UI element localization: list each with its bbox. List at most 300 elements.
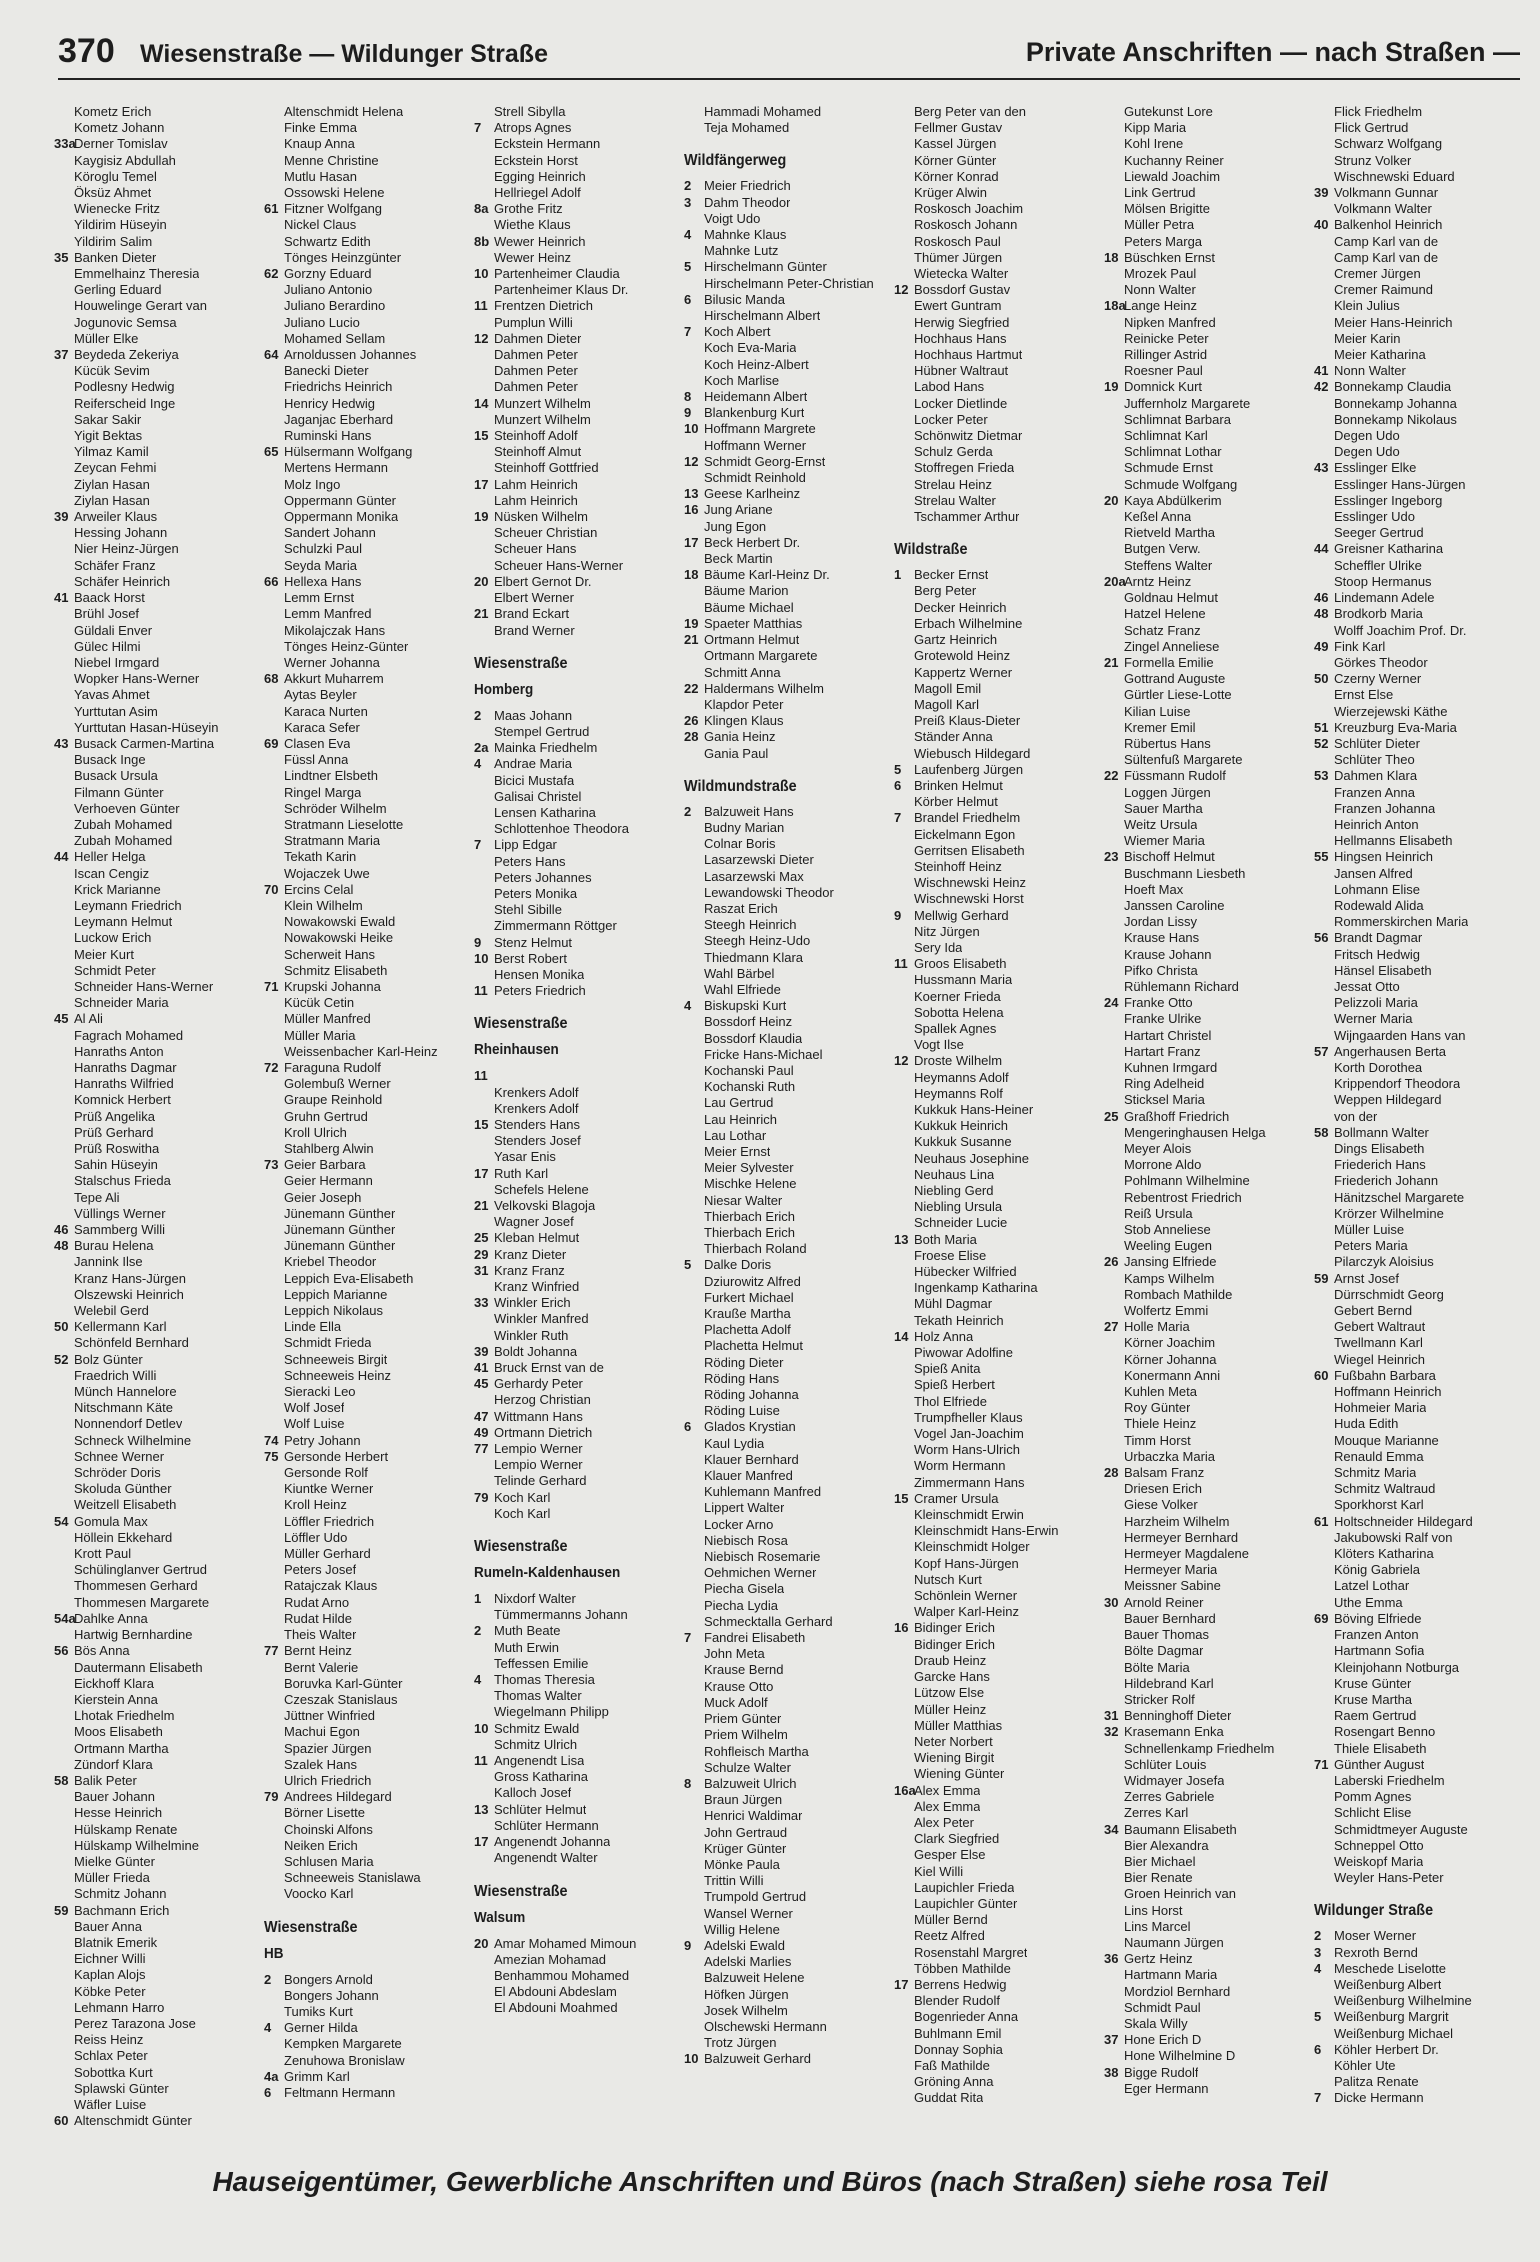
house-number: [264, 849, 284, 865]
resident-entry: [264, 185, 474, 201]
house-number: 6: [684, 1419, 692, 1435]
resident-name: Jogunovic Semsa: [74, 314, 177, 330]
resident-entry: [1104, 1773, 1314, 1789]
resident-entry: [54, 1919, 264, 1935]
house-number: [1314, 704, 1334, 720]
resident-entry: [264, 1173, 474, 1189]
house-number: [1104, 947, 1124, 963]
resident-entry: [1104, 914, 1314, 930]
resident-entry: [1104, 1854, 1314, 1870]
street-heading: Wiesenstraße: [264, 1918, 358, 1936]
directory-column: [894, 104, 1104, 2149]
house-number: [894, 1572, 914, 1588]
resident-entry: [54, 1125, 264, 1141]
resident-entry: [1314, 687, 1524, 703]
resident-entry: [264, 1109, 474, 1125]
resident-entry: [54, 558, 264, 574]
resident-name: Rosengart Benno: [1334, 1724, 1436, 1740]
resident-name: Lempio Werner: [494, 1441, 583, 1457]
resident-name: Janssen Caroline: [1124, 897, 1225, 913]
house-number: 19: [474, 509, 489, 525]
house-number: [1314, 1303, 1334, 1319]
house-number: 71: [264, 978, 279, 994]
resident-name: Zerres Karl: [1124, 1805, 1189, 1821]
house-number: [894, 1702, 914, 1718]
house-number: [684, 1095, 704, 1111]
resident-name: Magoll Emil: [914, 680, 982, 696]
resident-entry: [1104, 331, 1314, 347]
resident-entry: [1314, 331, 1524, 347]
house-number: [894, 412, 914, 428]
resident-entry: [894, 989, 1104, 1005]
resident-entry: [1314, 817, 1524, 833]
resident-name: Spallek Agnes: [914, 1020, 997, 1036]
resident-name: Thiele Heinz: [1124, 1416, 1197, 1432]
house-number: [1104, 671, 1124, 687]
house-number: 17: [474, 1834, 489, 1850]
house-number: [684, 1695, 704, 1711]
house-number: [1314, 1109, 1334, 1125]
resident-name: Akkurt Muharrem: [284, 671, 384, 687]
resident-name: Bäume Michael: [704, 599, 794, 615]
house-number: [1314, 1222, 1334, 1238]
resident-entry: [894, 444, 1104, 460]
resident-entry: [684, 1031, 894, 1047]
resident-name: Mikolajczak Hans: [284, 622, 386, 638]
street-heading: Wiesenstraße: [474, 654, 568, 672]
house-number: [1314, 1822, 1334, 1838]
resident-name: Vogel Jan-Joachim: [914, 1426, 1024, 1442]
resident-name: Werner Maria: [1334, 1011, 1413, 1027]
house-number: 5: [684, 259, 692, 275]
resident-entry: [54, 752, 264, 768]
resident-entry: [474, 1149, 684, 1165]
resident-entry: [264, 2085, 474, 2101]
resident-name: Schäfer Heinrich: [74, 573, 171, 589]
house-number: [1314, 1157, 1334, 1173]
resident-entry: [54, 428, 264, 444]
resident-name: Splawski Günter: [74, 2080, 169, 2096]
resident-name: Krörzer Wilhelmine: [1334, 1205, 1444, 1221]
resident-entry: [1104, 785, 1314, 801]
resident-name: Hanraths Dagmar: [74, 1059, 177, 1075]
resident-name: Tschammer Arthur: [914, 509, 1020, 525]
resident-entry: [474, 379, 684, 395]
house-number: 26: [684, 713, 699, 729]
resident-name: Sandert Johann: [284, 525, 376, 541]
resident-name: Nowakowski Heike: [284, 930, 394, 946]
house-number: [264, 1271, 284, 1287]
resident-entry: [684, 1419, 894, 1435]
house-number: [894, 477, 914, 493]
house-number: [264, 1400, 284, 1416]
resident-name: Gürtler Liese-Lotte: [1124, 687, 1232, 703]
resident-entry: [54, 1044, 264, 1060]
resident-name: Köhler Herbert Dr.: [1334, 2041, 1439, 2057]
house-number: [1314, 120, 1334, 136]
resident-entry: [894, 1912, 1104, 1928]
resident-entry: [1104, 234, 1314, 250]
house-number: [894, 1961, 914, 1977]
resident-entry: [54, 1287, 264, 1303]
house-number: [264, 2004, 284, 2020]
resident-name: Widmayer Josefa: [1124, 1772, 1225, 1788]
resident-name: Wiethe Klaus: [494, 217, 571, 233]
resident-name: Reinicke Peter: [1124, 330, 1209, 346]
resident-name: Heymanns Adolf: [914, 1069, 1009, 1085]
house-number: [264, 379, 284, 395]
resident-entry: [684, 1128, 894, 1144]
house-number: 7: [684, 1630, 692, 1646]
house-number: [1314, 1627, 1334, 1643]
resident-entry: [1314, 1303, 1524, 1319]
resident-name: Krüger Günter: [704, 1840, 787, 1856]
house-number: [54, 169, 74, 185]
resident-entry: [684, 1922, 894, 1938]
resident-name: Lins Horst: [1124, 1902, 1183, 1918]
resident-name: Grothe Fritz: [494, 201, 563, 217]
house-number: [1314, 801, 1334, 817]
resident-name: Petry Johann: [284, 1432, 361, 1448]
resident-name: Bernt Valerie: [284, 1659, 359, 1675]
house-number: [1104, 1352, 1124, 1368]
resident-entry: [264, 1660, 474, 1676]
resident-entry: [894, 250, 1104, 266]
resident-entry: [1314, 428, 1524, 444]
resident-name: Bölte Maria: [1124, 1659, 1190, 1675]
resident-name: Blatnik Emerik: [74, 1934, 158, 1950]
resident-name: Hingsen Heinrich: [1334, 849, 1433, 865]
resident-entry: [684, 243, 894, 259]
resident-name: Kranz Franz: [494, 1262, 565, 1278]
house-number: [264, 493, 284, 509]
resident-entry: [1104, 1206, 1314, 1222]
house-number: [1104, 234, 1124, 250]
resident-name: Krause Johann: [1124, 946, 1212, 962]
resident-name: Sammberg Willi: [74, 1222, 166, 1238]
house-number: [1104, 963, 1124, 979]
resident-name: Sticksel Maria: [1124, 1092, 1205, 1108]
resident-name: Angenendt Walter: [494, 1850, 598, 1866]
resident-name: Droste Wilhelm: [914, 1053, 1003, 1069]
house-number: [1104, 1919, 1124, 1935]
house-number: [1314, 1805, 1334, 1821]
resident-entry: [264, 1870, 474, 1886]
house-number: 16: [894, 1620, 909, 1636]
resident-entry: [684, 746, 894, 762]
resident-entry: [54, 801, 264, 817]
resident-entry: [264, 623, 474, 639]
resident-entry: [54, 687, 264, 703]
resident-name: Klein Wilhelm: [284, 897, 363, 913]
resident-entry: [894, 875, 1104, 891]
house-number: [1104, 1125, 1124, 1141]
resident-name: Lins Marcel: [1124, 1918, 1191, 1934]
house-number: [684, 519, 704, 535]
resident-name: Pifko Christa: [1124, 962, 1198, 978]
resident-entry: [894, 1183, 1104, 1199]
resident-name: Graupe Reinhold: [284, 1092, 383, 1108]
house-number: [1104, 914, 1124, 930]
resident-name: Mühl Dagmar: [914, 1296, 993, 1312]
house-number: [264, 1076, 284, 1092]
resident-name: Kuchanny Reiner: [1124, 152, 1224, 168]
resident-entry: [1104, 1724, 1314, 1740]
house-number: [1314, 509, 1334, 525]
resident-name: Peters Josef: [284, 1562, 357, 1578]
resident-entry: [894, 1945, 1104, 1961]
resident-name: Welebil Gerd: [74, 1303, 149, 1319]
house-number: 29: [474, 1246, 489, 1262]
directory-column: [474, 104, 684, 2149]
resident-entry: [1314, 1433, 1524, 1449]
resident-name: Spieß Herbert: [914, 1377, 995, 1393]
resident-name: Wiening Birgit: [914, 1750, 995, 1766]
resident-entry: [474, 250, 684, 266]
resident-entry: [474, 740, 684, 756]
house-number: [894, 1167, 914, 1183]
resident-name: Schnee Werner: [74, 1448, 165, 1464]
resident-name: Pomm Agnes: [1334, 1789, 1412, 1805]
house-number: [1314, 623, 1334, 639]
resident-name: Peters Monika: [494, 885, 578, 901]
resident-entry: [894, 843, 1104, 859]
resident-name: Nitz Jürgen: [914, 923, 980, 939]
resident-entry: [684, 1695, 894, 1711]
resident-entry: [894, 1653, 1104, 1669]
resident-entry: [54, 866, 264, 882]
house-number: [684, 1176, 704, 1192]
house-number: [894, 347, 914, 363]
resident-name: Peters Johannes: [494, 869, 592, 885]
house-number: [684, 885, 704, 901]
resident-entry: [1104, 2065, 1314, 2081]
resident-name: Mielke Günter: [74, 1853, 155, 1869]
resident-name: Dahmen Dieter: [494, 330, 582, 346]
house-number: 56: [54, 1643, 69, 1659]
resident-entry: [264, 1643, 474, 1659]
house-number: 16: [684, 502, 699, 518]
resident-entry: [474, 1409, 684, 1425]
resident-entry: [1314, 704, 1524, 720]
resident-entry: [1104, 1643, 1314, 1659]
resident-entry: [474, 363, 684, 379]
resident-name: Hussmann Maria: [914, 972, 1013, 988]
house-number: [1314, 104, 1334, 120]
resident-entry: [1314, 833, 1524, 849]
resident-entry: [54, 1497, 264, 1513]
house-number: [474, 412, 494, 428]
resident-name: Franzen Anna: [1334, 784, 1415, 800]
resident-entry: [54, 1773, 264, 1789]
house-number: [684, 211, 704, 227]
house-number: 2: [684, 803, 692, 819]
resident-name: Steinhoff Almut: [494, 444, 582, 460]
resident-name: Ulrich Friedrich: [284, 1772, 372, 1788]
resident-entry: [684, 1014, 894, 1030]
resident-name: Heymanns Rolf: [914, 1085, 1003, 1101]
resident-name: Dahmen Klara: [1334, 768, 1418, 784]
resident-entry: [1104, 639, 1314, 655]
house-number: [54, 720, 74, 736]
resident-name: Sporkhorst Karl: [1334, 1497, 1424, 1513]
resident-entry: [894, 1556, 1104, 1572]
resident-entry: [474, 1490, 684, 1506]
house-number: [54, 493, 74, 509]
house-number: [54, 1757, 74, 1773]
resident-name: Röding Johanna: [704, 1387, 799, 1403]
house-number: [1104, 1578, 1124, 1594]
house-number: [264, 1465, 284, 1481]
house-number: [894, 1134, 914, 1150]
resident-name: Höllein Ekkehard: [74, 1529, 173, 1545]
house-number: 79: [474, 1489, 489, 1505]
resident-name: Nonnendorf Detlev: [74, 1416, 183, 1432]
resident-entry: [1104, 428, 1314, 444]
resident-name: Weißenburg Margrit: [1334, 2009, 1449, 2025]
house-number: [54, 282, 74, 298]
resident-entry: [54, 120, 264, 136]
house-number: [264, 153, 284, 169]
resident-entry: [1314, 1011, 1524, 1027]
resident-name: Olszewski Heinrich: [74, 1286, 184, 1302]
resident-name: Schülinglanver Gertrud: [74, 1562, 207, 1578]
resident-name: Füssl Anna: [284, 752, 349, 768]
resident-entry: [894, 600, 1104, 616]
resident-name: Yildirim Salim: [74, 233, 153, 249]
resident-entry: [54, 217, 264, 233]
resident-entry: [474, 837, 684, 853]
resident-entry: [894, 1053, 1104, 1069]
resident-name: Weiskopf Maria: [1334, 1853, 1424, 1869]
resident-name: Schneeweis Birgit: [284, 1351, 388, 1367]
resident-entry: [54, 2016, 264, 2032]
resident-entry: [474, 1425, 684, 1441]
house-number: [1314, 525, 1334, 541]
house-number: [54, 639, 74, 655]
resident-entry: [264, 1352, 474, 1368]
house-number: [684, 746, 704, 762]
resident-name: Fink Karl: [1334, 638, 1386, 654]
house-number: [54, 120, 74, 136]
resident-name: Budny Marian: [704, 819, 785, 835]
resident-entry: [1104, 704, 1314, 720]
resident-entry: [684, 1095, 894, 1111]
page-header: [58, 28, 1520, 80]
resident-entry: [1104, 833, 1314, 849]
resident-name: Hone Erich D: [1124, 2032, 1202, 2048]
resident-entry: [1104, 1028, 1314, 1044]
house-number: [894, 1734, 914, 1750]
house-number: [474, 185, 494, 201]
resident-name: Hatzel Helene: [1124, 606, 1206, 622]
house-number: 8: [684, 1775, 692, 1791]
house-number: [1314, 396, 1334, 412]
house-number: [1104, 363, 1124, 379]
house-number: [1104, 1611, 1124, 1627]
resident-entry: [54, 1206, 264, 1222]
resident-name: Wahl Bärbel: [704, 965, 775, 981]
house-number: [1104, 606, 1124, 622]
house-number: [264, 606, 284, 622]
resident-entry: [684, 1873, 894, 1889]
resident-entry: [474, 951, 684, 967]
house-number: 4: [684, 227, 692, 243]
house-number: 21: [474, 1197, 489, 1213]
house-number: [264, 801, 284, 817]
resident-entry: [474, 509, 684, 525]
house-number: [1104, 153, 1124, 169]
house-number: [54, 1157, 74, 1173]
resident-entry: [894, 1864, 1104, 1880]
house-number: [1104, 1773, 1124, 1789]
resident-name: Priem Günter: [704, 1711, 782, 1727]
resident-name: Körner Johanna: [1124, 1351, 1217, 1367]
resident-name: Koch Marlise: [704, 372, 780, 388]
resident-name: Kassel Jürgen: [914, 136, 997, 152]
resident-name: Stoffregen Frieda: [914, 460, 1015, 476]
resident-entry: [54, 768, 264, 784]
resident-name: Kleinjohann Notburga: [1334, 1659, 1460, 1675]
resident-entry: [474, 1672, 684, 1688]
resident-entry: [684, 1257, 894, 1273]
resident-entry: [1104, 1595, 1314, 1611]
resident-entry: [1314, 217, 1524, 233]
resident-name: Zimmermann Röttger: [494, 918, 617, 934]
resident-name: Locker Dietlinde: [914, 395, 1008, 411]
resident-entry: [264, 882, 474, 898]
house-number: [54, 655, 74, 671]
resident-entry: [474, 1166, 684, 1182]
resident-entry: [684, 665, 894, 681]
house-number: [684, 1857, 704, 1873]
house-number: 58: [1314, 1124, 1329, 1140]
house-number: [474, 1818, 494, 1834]
house-number: [684, 2019, 704, 2035]
resident-name: Zimmermann Hans: [914, 1474, 1025, 1490]
resident-name: Geier Joseph: [284, 1189, 362, 1205]
resident-entry: [894, 201, 1104, 217]
resident-name: Muth Erwin: [494, 1639, 560, 1655]
resident-entry: [894, 1377, 1104, 1393]
resident-name: Jansen Alfred: [1334, 865, 1413, 881]
resident-name: Schönfeld Bernhard: [74, 1335, 189, 1351]
resident-entry: [1314, 379, 1524, 395]
house-number: [54, 1465, 74, 1481]
house-number: [1314, 1028, 1334, 1044]
resident-entry: [474, 1591, 684, 1607]
house-number: [54, 704, 74, 720]
resident-entry: [54, 606, 264, 622]
resident-entry: [1104, 1449, 1314, 1465]
resident-name: Wolf Josef: [284, 1400, 345, 1416]
house-number: [54, 1562, 74, 1578]
resident-entry: [684, 1808, 894, 1824]
resident-entry: [684, 120, 894, 136]
resident-name: Ringel Marga: [284, 784, 362, 800]
resident-entry: [474, 136, 684, 152]
resident-name: Kranz Winfried: [494, 1279, 580, 1294]
resident-name: Hübner Waltraut: [914, 363, 1009, 379]
resident-name: Schlimnat Karl: [1124, 428, 1208, 444]
resident-entry: [264, 1497, 474, 1513]
resident-name: Kamps Wilhelm: [1124, 1270, 1215, 1286]
resident-name: Guddat Rita: [914, 2090, 984, 2106]
resident-name: Bier Renate: [1124, 1870, 1193, 1886]
resident-name: Rebentrost Friedrich: [1124, 1189, 1242, 1205]
resident-entry: [684, 178, 894, 194]
resident-name: Franzen Johanna: [1334, 800, 1436, 816]
